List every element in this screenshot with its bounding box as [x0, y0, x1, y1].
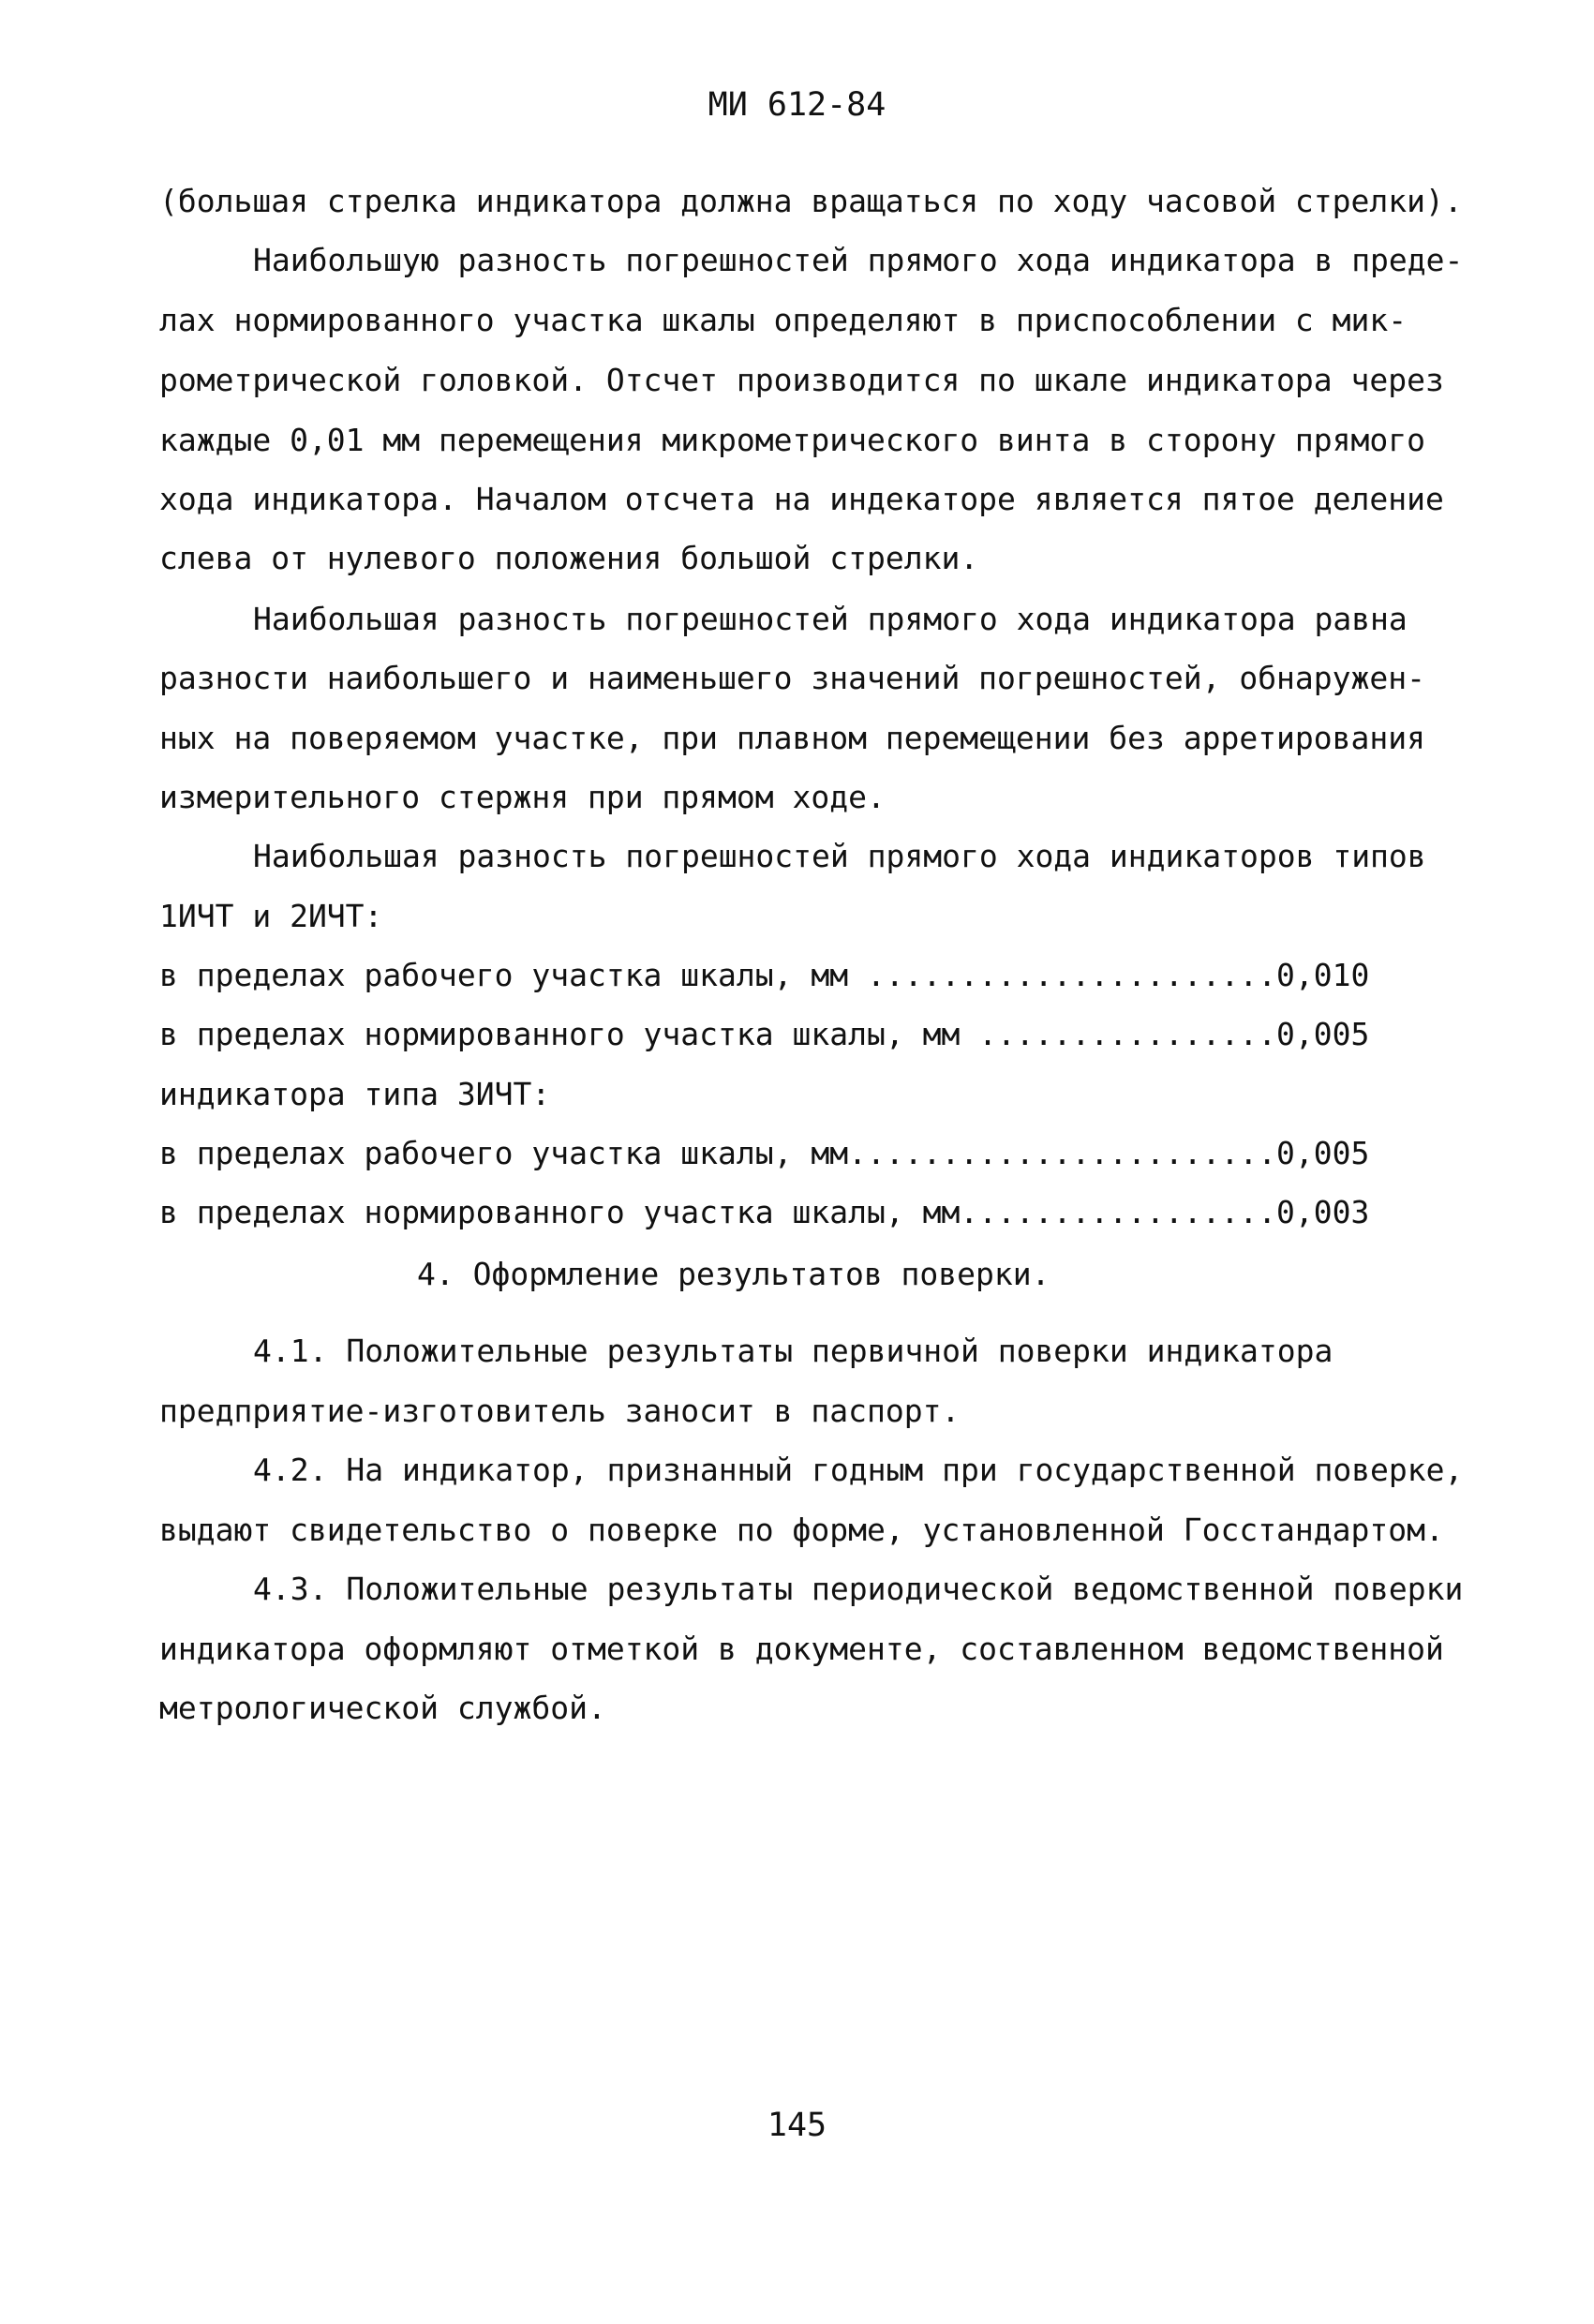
text-line: предприятие-изготовитель заносит в паспорт. — [159, 1393, 961, 1429]
page-number: 145 — [767, 2107, 827, 2144]
text-line: лах нормированного участка шкалы определяют в приспособлении с мик- — [159, 302, 1408, 338]
text-line: Наибольшая разность погрешностей прямого хода индикаторов типов — [253, 838, 1426, 874]
text-line: (большая стрелка индикатора должна вращаться по ходу часовой стрелки). — [159, 183, 1463, 219]
text-line: хода индикатора. Началом отсчета на индекаторе является пятое деление — [159, 481, 1444, 517]
text-line: 4.3. Положительные результаты периодической ведомственной поверки — [253, 1571, 1464, 1607]
text-line: слева от нулевого положения большой стрелки. — [159, 540, 979, 576]
text-line: ных на поверяемом участке, при плавном перемещении без арретирования — [159, 720, 1426, 756]
text-line: разности наибольшего и наименьшего значений погрешностей, обнаружен- — [159, 660, 1426, 696]
text-line: 4.2. На индикатор, признанный годным при государственной поверке, — [253, 1452, 1464, 1488]
text-line: выдают свидетельство о поверке по форме, установленной Госстандартом. — [159, 1512, 1444, 1548]
text-line: рометрической головкой. Отсчет производится по шкале индикатора через — [159, 362, 1444, 398]
spec-line: в пределах рабочего участка шкалы, мм.......................0,005 — [159, 1135, 1370, 1171]
text-line: Наибольшая разность погрешностей прямого хода индикатора равна — [253, 601, 1408, 637]
text-line: каждые 0,01 мм перемещения микрометрического винта в сторону прямого — [159, 422, 1426, 458]
spec-line: в пределах нормированного участка шкалы, мм ................0,005 — [159, 1016, 1370, 1052]
section-heading: 4. Оформление результатов поверки. — [417, 1256, 1050, 1292]
text-line: измерительного стержня при прямом ходе. — [159, 779, 886, 815]
document-code: МИ 612-84 — [708, 86, 886, 124]
spec-line: в пределах нормированного участка шкалы, мм.................0,003 — [159, 1194, 1370, 1230]
text-line: индикатора типа 3ИЧТ: — [159, 1076, 551, 1112]
text-line: метрологической службой. — [159, 1690, 606, 1726]
text-line: индикатора оформляют отметкой в документе, составленном ведомственной — [159, 1631, 1444, 1667]
text-line: Наибольшую разность погрешностей прямого хода индикатора в преде- — [253, 242, 1464, 278]
text-line: 4.1. Положительные результаты первичной поверки индикатора — [253, 1333, 1333, 1369]
spec-line: в пределах рабочего участка шкалы, мм ......................0,010 — [159, 957, 1370, 993]
text-line: 1ИЧТ и 2ИЧТ: — [159, 898, 383, 934]
